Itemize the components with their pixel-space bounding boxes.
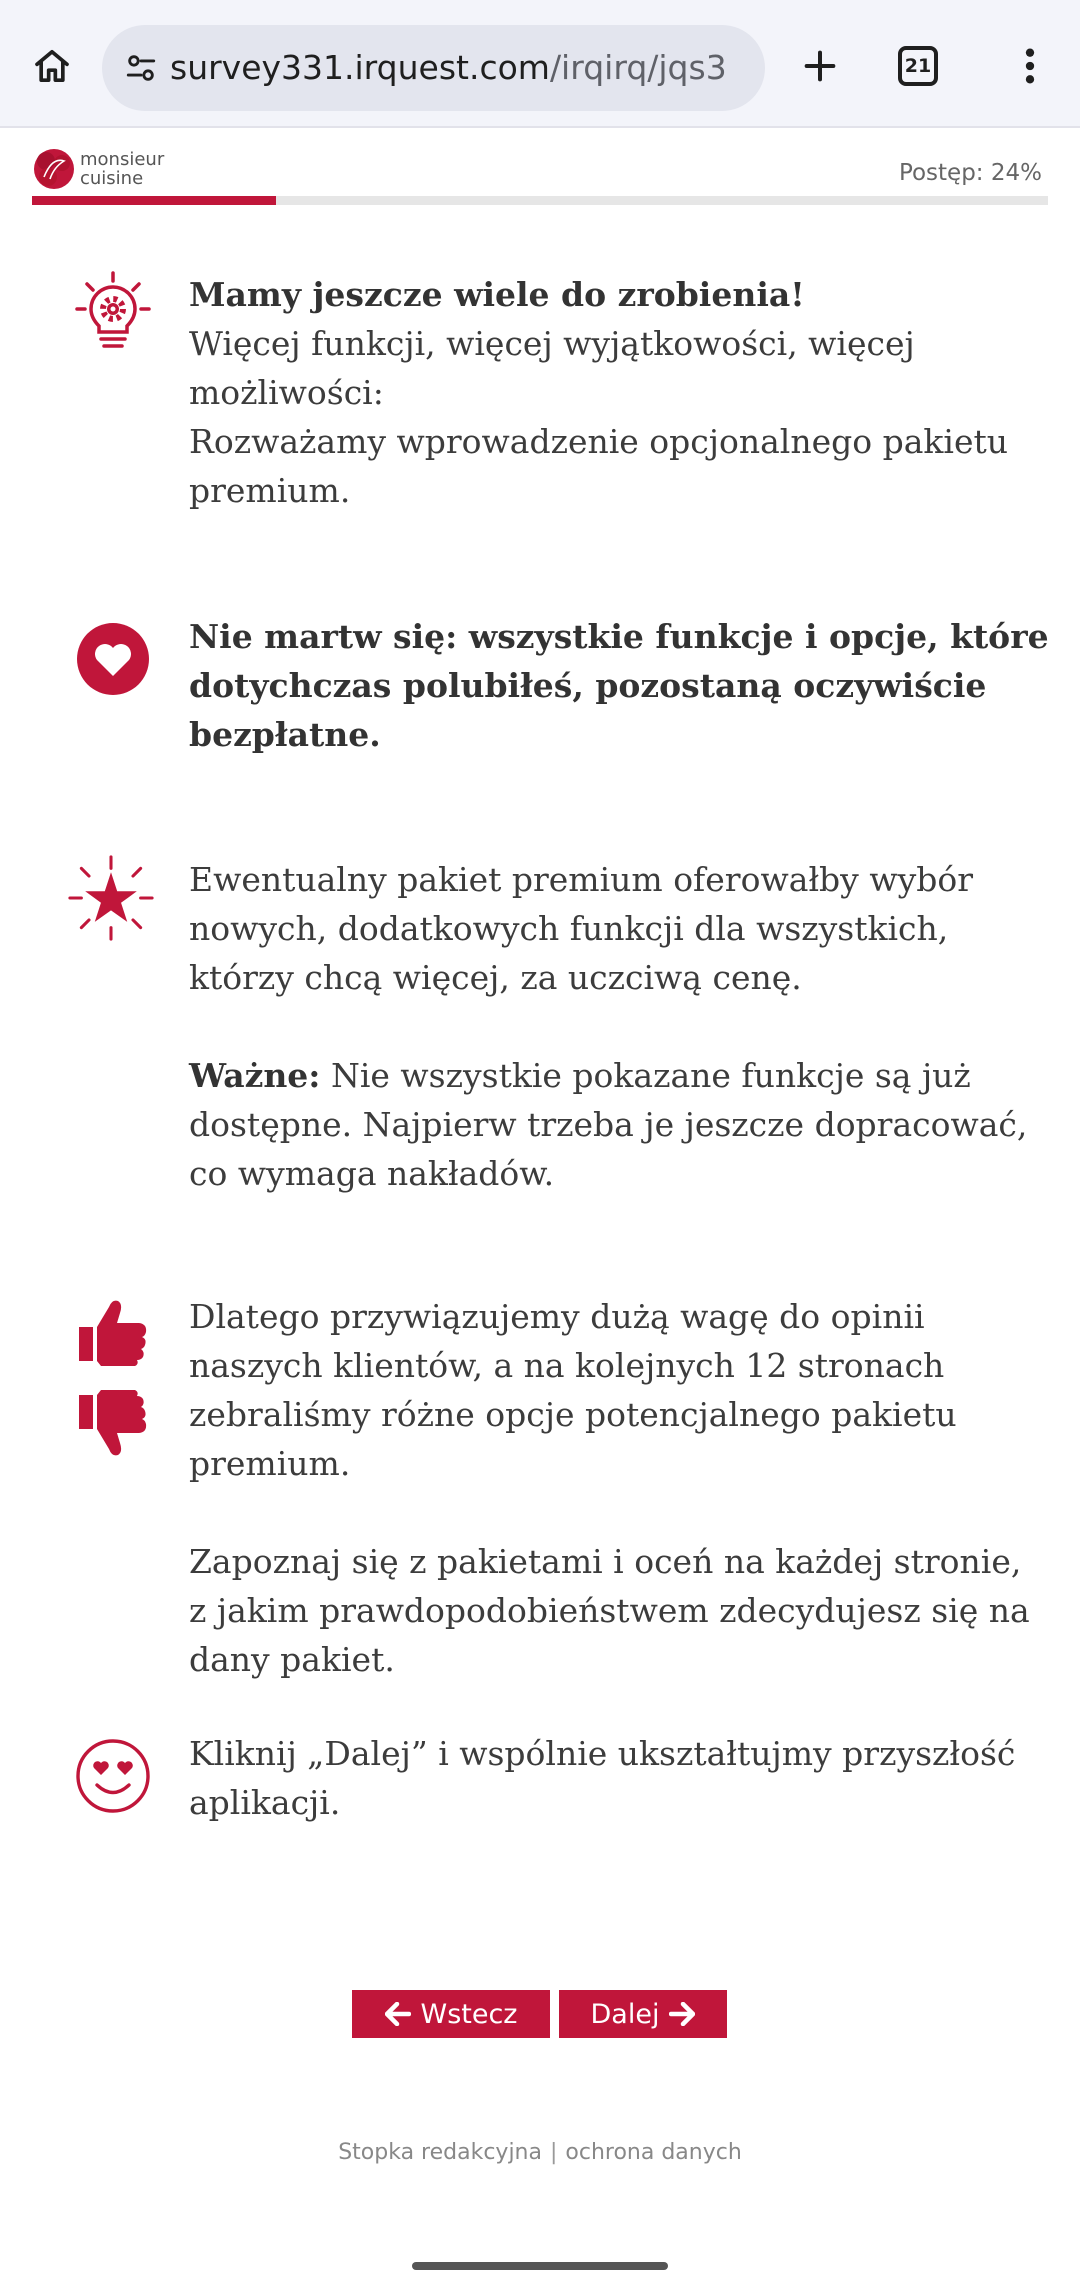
- url-path: /irqirq/jqs3: [549, 48, 727, 87]
- info-text-premium-offer: [189, 855, 1049, 1198]
- lightbulb-gear-icon: [70, 270, 156, 356]
- address-bar[interactable]: [102, 25, 765, 111]
- brand-line1: monsieur: [80, 149, 165, 170]
- arrow-left-icon: [385, 2002, 411, 2026]
- info-line: Rozważamy wprowadzenie opcjonalnego pakietu premium.: [189, 422, 1009, 510]
- info-text-free-features: [189, 612, 1049, 759]
- arrow-right-icon: [669, 2002, 695, 2026]
- important-text: Nie wszystkie pokazane funkcje są już dostępne. Najpierw trzeba je jeszcze dopracować, co wymaga nakładów.: [189, 1056, 1028, 1193]
- info-text-next: [189, 1729, 1049, 1827]
- url-domain: survey331.irquest.com: [170, 48, 550, 87]
- monsieur-cuisine-logo-icon: [32, 147, 76, 191]
- browser-toolbar: [0, 0, 1080, 128]
- back-button[interactable]: [352, 1990, 550, 2038]
- info-heading: Mamy jeszcze wiele do zrobienia!: [189, 275, 805, 314]
- back-button-label: Wstecz: [420, 1998, 518, 2030]
- brand-line2: cuisine: [80, 168, 144, 189]
- footer-separator: |: [549, 2140, 558, 2165]
- imprint-link[interactable]: Stopka redakcyjna: [338, 2140, 542, 2165]
- site-settings-icon[interactable]: [118, 45, 164, 91]
- home-icon[interactable]: [22, 36, 82, 96]
- info-paragraph: Dlatego przywiązujemy dużą wagę do opinii naszych klientów, a na kolejnych 12 stronach zebraliśmy różne opcje potencjalnego pakietu premium.: [189, 1297, 957, 1483]
- gesture-home-indicator[interactable]: [412, 2262, 668, 2270]
- footer: [0, 2140, 1080, 2165]
- thumbs-up-down-icon: [70, 1297, 156, 1467]
- next-button[interactable]: [559, 1990, 727, 2038]
- star-burst-icon: [68, 855, 154, 941]
- progress-label: Postęp: 24%: [898, 160, 1042, 186]
- heart-icon: [70, 616, 156, 702]
- next-button-label: Dalej: [590, 1998, 660, 2030]
- info-text-feedback: [189, 1292, 1049, 1684]
- brand-name: [80, 150, 164, 188]
- important-note: [189, 1051, 1049, 1198]
- info-paragraph: Zapoznaj się z pakietami i oceń na każdej stronie, z jakim prawdopodobieństwem zdecydujesz się na dany pakiet.: [189, 1542, 1030, 1679]
- privacy-link[interactable]: ochrona danych: [565, 2140, 742, 2165]
- important-label: Ważne:: [189, 1056, 321, 1095]
- info-text-premium-intro: [189, 270, 1049, 515]
- progress-bar: [32, 196, 1048, 205]
- tab-switcher-icon[interactable]: 21: [898, 46, 938, 86]
- info-line: Więcej funkcji, więcej wyjątkowości, więcej możliwości:: [189, 324, 915, 412]
- new-tab-icon[interactable]: [790, 36, 850, 96]
- url-text[interactable]: [170, 25, 727, 111]
- heart-eyes-smiley-icon: [70, 1733, 156, 1819]
- info-paragraph: Ewentualny pakiet premium oferowałby wybór nowych, dodatkowych funkcji dla wszystkich, którzy chcą więcej, za uczciwą cenę.: [189, 860, 973, 997]
- brand-logo: [32, 146, 182, 192]
- info-paragraph: Kliknij „Dalej” i wspólnie ukształtujmy przyszłość aplikacji.: [189, 1734, 1016, 1822]
- more-menu-icon[interactable]: [1000, 36, 1060, 96]
- info-heading: Nie martw się: wszystkie funkcje i opcje, które dotychczas polubiłeś, pozostaną oczywiście bezpłatne.: [189, 617, 1049, 754]
- progress-bar-fill: [32, 196, 276, 205]
